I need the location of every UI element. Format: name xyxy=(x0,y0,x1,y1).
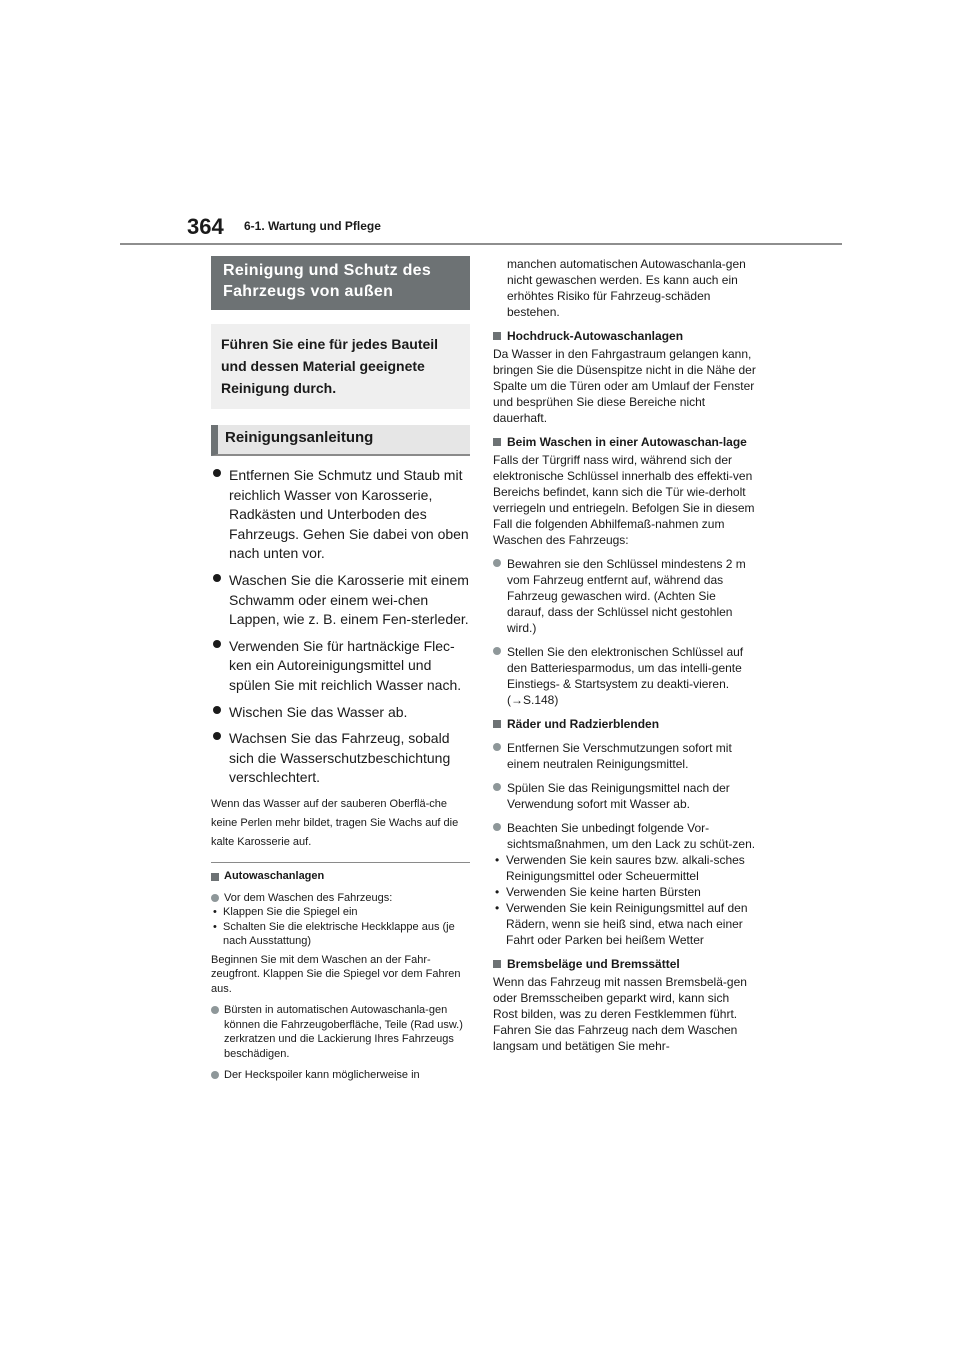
high-pressure-heading: Hochdruck-Autowaschanlagen xyxy=(493,328,756,344)
wax-note: Wenn das Wasser auf der sauberen Oberflä-che keine Perlen mehr bildet, tragen Sie Wachs auf die kalte Karosserie auf. xyxy=(211,797,459,848)
instructions-heading: Reinigungsanleitung xyxy=(211,425,470,456)
list-item: Bürsten in automatischen Autowaschanla-gen können die Fahrzeugoberfläche, Teile (Rad usw.) zerkratzen und die Lackierung Ihres Fahrzeugs beschädigen. xyxy=(211,1003,470,1061)
circle-bullet-icon xyxy=(211,894,219,902)
list-item: Bewahren sie den Schlüssel mindestens 2 m vom Fahrzeug entfernt auf, während das Fahrzeug gewaschen wird. (Achten Sie darauf, dass der Schlüssel nicht gestohlen wird.) xyxy=(493,556,756,636)
list-item: Stellen Sie den elektronischen Schlüssel auf den Batteriesparmodus, um das intelli-gente Einstiegs- & Startsystem zu deakti-vieren.(→S.148) xyxy=(493,644,756,708)
high-pressure-paragraph: Da Wasser in den Fahrgastraum gelangen kann, bringen Sie die Düsenspitze nicht in die Nähe der Spalte um die Türen oder am Umlauf der Fenster und besprühen Sie diese Bereiche nicht dauerhaft. xyxy=(493,347,756,425)
divider xyxy=(211,862,470,863)
list-item: Waschen Sie die Karosserie mit einem Schwamm oder einem wei-chen Lappen, wie z. B. einem Fen-sterleder. xyxy=(211,571,470,630)
brakes-heading: Bremsbeläge und Bremssättel xyxy=(493,956,756,972)
list-item: Wachsen Sie das Fahrzeug, sobald sich die Wasserschutzbeschichtung verschlechtert. xyxy=(211,729,470,788)
list-item: Vor dem Waschen des Fahrzeugs: • Klappen Sie die Spiegel ein • Schalten Sie die elektrische Heckklappe aus (je nach Ausstattung) xyxy=(211,891,470,949)
list-item: Verwenden Sie für hartnäckige Flec-ken ein Autoreinigungsmittel und spülen Sie mit reichlich Wasser nach. xyxy=(211,637,470,696)
sub-item: • Verwenden Sie keine harten Bürsten xyxy=(495,885,701,899)
smart-key-heading: Beim Waschen in einer Autowaschan-lage xyxy=(493,434,756,450)
circle-bullet-icon xyxy=(211,1006,219,1014)
sub-item: • Verwenden Sie kein saures bzw. alkali-sches Reinigungsmittel oder Scheuermittel xyxy=(495,853,745,883)
circle-bullet-icon xyxy=(493,783,501,791)
smart-key-paragraph: Falls der Türgriff nass wird, während sich der elektronische Schlüssel innerhalb des effekti-ven Bereichs befindet, kann sich die Tür wie-derholt verriegeln und entriegeln. Befolgen Sie in diesem Fall die folgenden Abhilfemaß-nahmen zum Waschen des Fahrzeugs: xyxy=(493,453,755,547)
circle-bullet-icon xyxy=(493,559,501,567)
bullet-dot-icon xyxy=(213,732,221,740)
square-bullet-icon xyxy=(211,873,219,881)
circle-bullet-icon xyxy=(493,647,501,655)
list-item: Wischen Sie das Wasser ab. xyxy=(211,703,470,723)
list-item: Beachten Sie unbedingt folgende Vor-sichtsmaßnahmen, um den Lack zu schüt-zen. • Verwenden Sie kein saures bzw. alkali-sches Reinigungsmittel oder Scheuermittel • Verwenden Sie keine harten Bürsten • Verwenden Sie kein Reinigungsmittel auf den Rädern, wenn sie heiß sind, etwa nach einer Fahrt oder Parken bei heißem Wetter xyxy=(495,821,756,947)
car-wash-paragraph: Beginnen Sie mit dem Waschen an der Fahr-zeugfront. Klappen Sie die Spiegel vor dem Fahren aus. xyxy=(211,953,461,995)
instructions-list xyxy=(211,466,470,788)
circle-bullet-icon xyxy=(493,743,501,751)
right-column xyxy=(493,256,756,1054)
intro-box: Führen Sie eine für jedes Bauteil und dessen Material geeignete Reinigung durch. xyxy=(211,324,470,409)
sub-item: • Verwenden Sie kein Reinigungsmittel auf den Rädern, wenn sie heiß sind, etwa nach einer Fahrt oder Parken bei heißem Wetter xyxy=(495,901,748,947)
bullet-dot-icon xyxy=(213,469,221,477)
page-number: 364 xyxy=(187,214,224,239)
circle-bullet-icon xyxy=(493,823,501,831)
bullet-dot-icon xyxy=(213,640,221,648)
circle-bullet-icon xyxy=(211,1071,219,1079)
list-item: Der Heckspoiler kann möglicherweise in xyxy=(211,1068,470,1083)
sub-item: • Schalten Sie die elektrische Heckklappe aus (je nach Ausstattung) xyxy=(213,920,455,948)
square-bullet-icon xyxy=(493,720,501,728)
brakes-paragraph: Wenn das Fahrzeug mit nassen Bremsbelä-gen oder Bremsscheiben geparkt wird, kann sich Rost bilden, was zu deren Festklemmen führt. Fahren Sie das Fahrzeug nach dem Waschen langsam und betätigen Sie mehr- xyxy=(493,975,747,1053)
left-column xyxy=(211,256,470,1083)
sub-item: • Klappen Sie die Spiegel ein xyxy=(213,906,358,919)
square-bullet-icon xyxy=(493,332,501,340)
wheels-heading: Räder und Radzierblenden xyxy=(493,716,756,732)
list-item: Entfernen Sie Schmutz und Staub mit reichlich Wasser von Karosserie, Radkästen und Unterboden des Fahrzeugs. Gehen Sie dabei von oben nach unten vor. xyxy=(211,466,470,564)
list-item: Spülen Sie das Reinigungsmittel nach der Verwendung sofort mit Wasser ab. xyxy=(493,780,756,812)
bullet-dot-icon xyxy=(213,706,221,714)
car-wash-heading: Autowaschanlagen xyxy=(211,869,470,884)
page-title: Reinigung und Schutz des Fahrzeugs von außen xyxy=(211,256,470,310)
header-rule xyxy=(120,243,842,245)
car-wash-bullet-continued: manchen automatischen Autowaschanla-gen nicht gewaschen werden. Es kann auch ein erhöhtes Risiko für Fahrzeug-schäden bestehen. xyxy=(507,257,746,319)
square-bullet-icon xyxy=(493,438,501,446)
bullet-dot-icon xyxy=(213,574,221,582)
square-bullet-icon xyxy=(493,960,501,968)
section-label: 6-1. Wartung und Pflege xyxy=(244,219,381,233)
list-item: Entfernen Sie Verschmutzungen sofort mit einem neutralen Reinigungsmittel. xyxy=(493,740,756,772)
